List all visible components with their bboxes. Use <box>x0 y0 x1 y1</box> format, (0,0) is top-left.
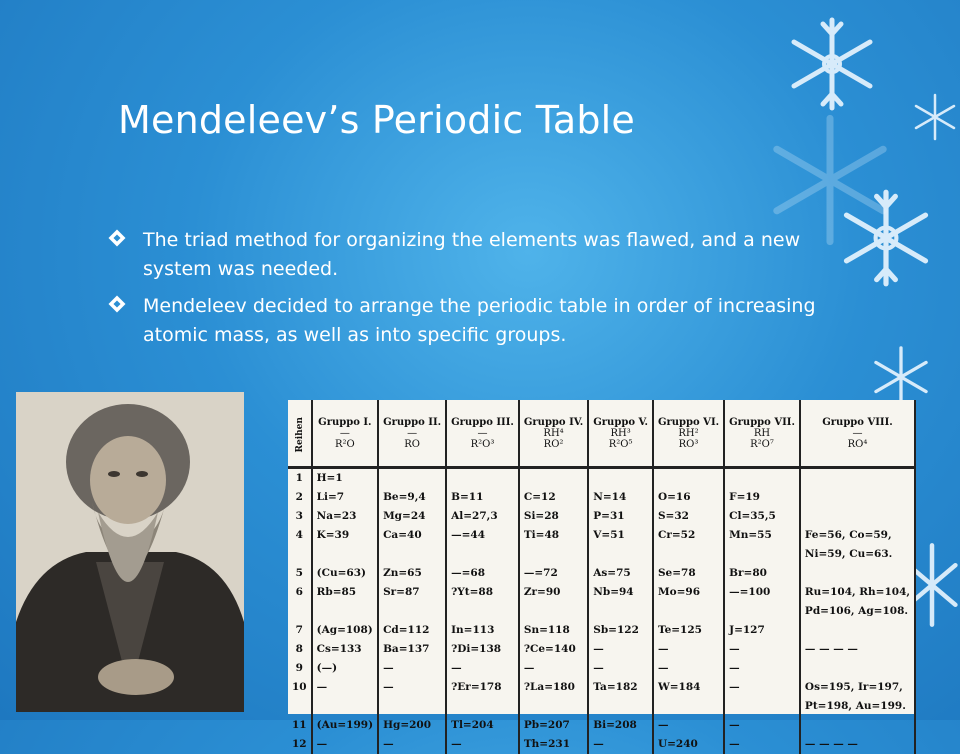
element-cell: Si=28 <box>519 507 588 526</box>
group-label: Gruppo VIII. <box>822 416 893 428</box>
table-row <box>288 468 915 489</box>
element-cell: —=68 <box>446 564 519 583</box>
bullet-item <box>106 292 831 350</box>
element-cell: V=51 <box>588 526 653 545</box>
element-cell <box>312 697 378 716</box>
element-cell: ?Ce=140 <box>519 640 588 659</box>
element-cell: Mo=96 <box>653 583 724 602</box>
element-cell: — <box>588 735 653 754</box>
element-cell: Ni=59, Cu=63. <box>800 545 915 564</box>
table-header-group <box>724 400 800 468</box>
element-cell <box>800 621 915 640</box>
row-number <box>288 697 312 716</box>
element-cell: ?Yt=88 <box>446 583 519 602</box>
row-number: 4 <box>288 526 312 545</box>
element-cell: — <box>378 735 446 754</box>
table-row <box>288 621 915 640</box>
element-cell: Sb=122 <box>588 621 653 640</box>
bullet-diamond-icon <box>108 295 126 313</box>
element-cell: Li=7 <box>312 488 378 507</box>
element-cell: P=31 <box>588 507 653 526</box>
periodic-table <box>288 400 916 754</box>
snowflake-icon <box>782 14 882 114</box>
element-cell <box>378 697 446 716</box>
element-cell <box>312 602 378 621</box>
element-cell: N=14 <box>588 488 653 507</box>
table-row <box>288 507 915 526</box>
element-cell: Tl=204 <box>446 716 519 735</box>
table-row <box>288 697 915 716</box>
table-row <box>288 564 915 583</box>
element-cell: — <box>519 659 588 678</box>
element-cell: (Cu=63) <box>312 564 378 583</box>
table-row <box>288 716 915 735</box>
element-cell <box>800 507 915 526</box>
element-cell: Os=195, Ir=197, <box>800 678 915 697</box>
element-cell <box>724 602 800 621</box>
row-number: 8 <box>288 640 312 659</box>
group-oxide: R²O³ <box>470 438 495 450</box>
element-cell: ?La=180 <box>519 678 588 697</box>
group-oxide: RO⁴ <box>847 438 868 450</box>
element-cell: Ta=182 <box>588 678 653 697</box>
row-number: 2 <box>288 488 312 507</box>
row-number: 3 <box>288 507 312 526</box>
element-cell: — <box>588 640 653 659</box>
element-cell: — <box>312 735 378 754</box>
row-number <box>288 602 312 621</box>
element-cell <box>378 602 446 621</box>
element-cell: — <box>312 678 378 697</box>
element-cell: Te=125 <box>653 621 724 640</box>
element-cell: Sn=118 <box>519 621 588 640</box>
element-cell <box>800 488 915 507</box>
table-row <box>288 640 915 659</box>
element-cell <box>653 468 724 489</box>
element-cell: Na=23 <box>312 507 378 526</box>
table-header-group <box>312 400 378 468</box>
element-cell: —=44 <box>446 526 519 545</box>
slide-title: Mendeleev’s Periodic Table <box>118 98 635 142</box>
element-cell: Pd=106, Ag=108. <box>800 602 915 621</box>
element-cell: Nb=94 <box>588 583 653 602</box>
group-hydride: RH² <box>678 427 699 439</box>
element-cell: U=240 <box>653 735 724 754</box>
group-oxide: RO³ <box>678 438 699 450</box>
element-cell: — <box>653 640 724 659</box>
element-cell: Ti=48 <box>519 526 588 545</box>
element-cell: O=16 <box>653 488 724 507</box>
element-cell: Be=9,4 <box>378 488 446 507</box>
element-cell: (Ag=108) <box>312 621 378 640</box>
table-row <box>288 488 915 507</box>
group-hydride: — <box>477 427 488 439</box>
element-cell: — <box>653 716 724 735</box>
element-cell: — <box>724 640 800 659</box>
element-cell: —=100 <box>724 583 800 602</box>
element-cell: — — — — <box>800 735 915 754</box>
element-cell: Ca=40 <box>378 526 446 545</box>
element-cell: Br=80 <box>724 564 800 583</box>
group-hydride: — <box>339 427 350 439</box>
group-label: Gruppo IV. <box>523 416 584 428</box>
element-cell: S=32 <box>653 507 724 526</box>
element-cell: — <box>724 735 800 754</box>
group-oxide: RO² <box>543 438 564 450</box>
group-hydride: RH⁴ <box>543 427 564 439</box>
bullet-text: The triad method for organizing the elements was flawed, and a new system was needed. <box>143 229 801 280</box>
element-cell: Rb=85 <box>312 583 378 602</box>
table-row <box>288 678 915 697</box>
element-cell <box>724 697 800 716</box>
element-cell <box>378 468 446 489</box>
row-number: 7 <box>288 621 312 640</box>
group-label: Gruppo V. <box>593 416 648 428</box>
table-header-reihen <box>288 400 312 468</box>
element-cell <box>800 716 915 735</box>
group-label: Gruppo VI. <box>657 416 720 428</box>
element-cell <box>519 545 588 564</box>
table-row <box>288 526 915 545</box>
element-cell: Pb=207 <box>519 716 588 735</box>
table-header-group <box>446 400 519 468</box>
element-cell <box>519 468 588 489</box>
group-oxide: R²O <box>334 438 355 450</box>
element-cell <box>724 468 800 489</box>
element-cell: — <box>724 716 800 735</box>
table-header-group <box>800 400 915 468</box>
portrait-image <box>16 392 244 712</box>
group-oxide: R²O⁵ <box>608 438 633 450</box>
element-cell: H=1 <box>312 468 378 489</box>
element-cell: J=127 <box>724 621 800 640</box>
element-cell: Se=78 <box>653 564 724 583</box>
row-number: 10 <box>288 678 312 697</box>
element-cell <box>378 545 446 564</box>
row-number <box>288 545 312 564</box>
element-cell <box>446 545 519 564</box>
table-row <box>288 545 915 564</box>
element-cell <box>588 468 653 489</box>
table-row <box>288 583 915 602</box>
row-number: 6 <box>288 583 312 602</box>
element-cell: — <box>588 659 653 678</box>
element-cell: — <box>724 678 800 697</box>
element-cell <box>653 697 724 716</box>
element-cell: Mg=24 <box>378 507 446 526</box>
element-cell <box>446 468 519 489</box>
element-cell: Ba=137 <box>378 640 446 659</box>
element-cell: Th=231 <box>519 735 588 754</box>
element-cell: K=39 <box>312 526 378 545</box>
element-cell: (Au=199) <box>312 716 378 735</box>
element-cell <box>519 697 588 716</box>
element-cell: Zr=90 <box>519 583 588 602</box>
element-cell <box>653 602 724 621</box>
row-number: 1 <box>288 468 312 489</box>
element-cell <box>588 602 653 621</box>
element-cell: Sr=87 <box>378 583 446 602</box>
table-header-group <box>653 400 724 468</box>
element-cell: B=11 <box>446 488 519 507</box>
bullet-list <box>106 226 831 358</box>
element-cell: Bi=208 <box>588 716 653 735</box>
group-label: Reihen <box>294 416 305 453</box>
element-cell: — <box>378 659 446 678</box>
group-oxide: R²O⁷ <box>750 438 774 450</box>
row-number: 9 <box>288 659 312 678</box>
element-cell <box>588 697 653 716</box>
element-cell: — <box>446 735 519 754</box>
element-cell: Cl=35,5 <box>724 507 800 526</box>
element-cell: Hg=200 <box>378 716 446 735</box>
element-cell: As=75 <box>588 564 653 583</box>
group-hydride: — <box>407 427 418 439</box>
element-cell <box>800 468 915 489</box>
group-oxide: RO <box>404 438 420 450</box>
element-cell: — <box>724 659 800 678</box>
table-header-group <box>519 400 588 468</box>
table-header-group <box>588 400 653 468</box>
table-row <box>288 735 915 754</box>
bullet-diamond-icon <box>108 229 126 247</box>
element-cell: W=184 <box>653 678 724 697</box>
group-label: Gruppo III. <box>451 416 514 428</box>
element-cell: (—) <box>312 659 378 678</box>
element-cell <box>446 602 519 621</box>
group-hydride: RH <box>753 427 771 439</box>
element-cell: In=113 <box>446 621 519 640</box>
element-cell: Cd=112 <box>378 621 446 640</box>
element-cell: Cr=52 <box>653 526 724 545</box>
element-cell <box>724 545 800 564</box>
element-cell: ?Di=138 <box>446 640 519 659</box>
mendeleev-portrait <box>16 392 244 712</box>
element-cell <box>588 545 653 564</box>
group-label: Gruppo VII. <box>729 416 795 428</box>
element-cell: ?Er=178 <box>446 678 519 697</box>
table-row <box>288 659 915 678</box>
element-cell <box>446 697 519 716</box>
element-cell: Pt=198, Au=199. <box>800 697 915 716</box>
element-cell: — <box>446 659 519 678</box>
element-cell: Cs=133 <box>312 640 378 659</box>
group-label: Gruppo II. <box>383 416 442 428</box>
element-cell: Mn=55 <box>724 526 800 545</box>
element-cell: —=72 <box>519 564 588 583</box>
element-cell: — <box>378 678 446 697</box>
element-cell: — <box>653 659 724 678</box>
group-label: Gruppo I. <box>318 416 372 428</box>
element-cell: Zn=65 <box>378 564 446 583</box>
periodic-table-image <box>288 400 914 750</box>
table-row <box>288 602 915 621</box>
element-cell <box>312 545 378 564</box>
row-number: 12 <box>288 735 312 754</box>
element-cell: Fe=56, Co=59, <box>800 526 915 545</box>
element-cell <box>653 545 724 564</box>
row-number: 5 <box>288 564 312 583</box>
group-hydride: — <box>852 427 863 439</box>
bullet-text: Mendeleev decided to arrange the periodic table in order of increasing atomic mass, as well as into specific groups. <box>143 295 816 346</box>
element-cell <box>519 602 588 621</box>
row-number: 11 <box>288 716 312 735</box>
table-header-group <box>378 400 446 468</box>
element-cell: Al=27,3 <box>446 507 519 526</box>
element-cell <box>800 564 915 583</box>
element-cell: C=12 <box>519 488 588 507</box>
element-cell: — — — — <box>800 640 915 659</box>
element-cell: Ru=104, Rh=104, <box>800 583 915 602</box>
group-hydride: RH³ <box>610 427 631 439</box>
element-cell: F=19 <box>724 488 800 507</box>
bullet-item <box>106 226 831 284</box>
snowflake-icon <box>910 92 960 142</box>
element-cell <box>800 659 915 678</box>
